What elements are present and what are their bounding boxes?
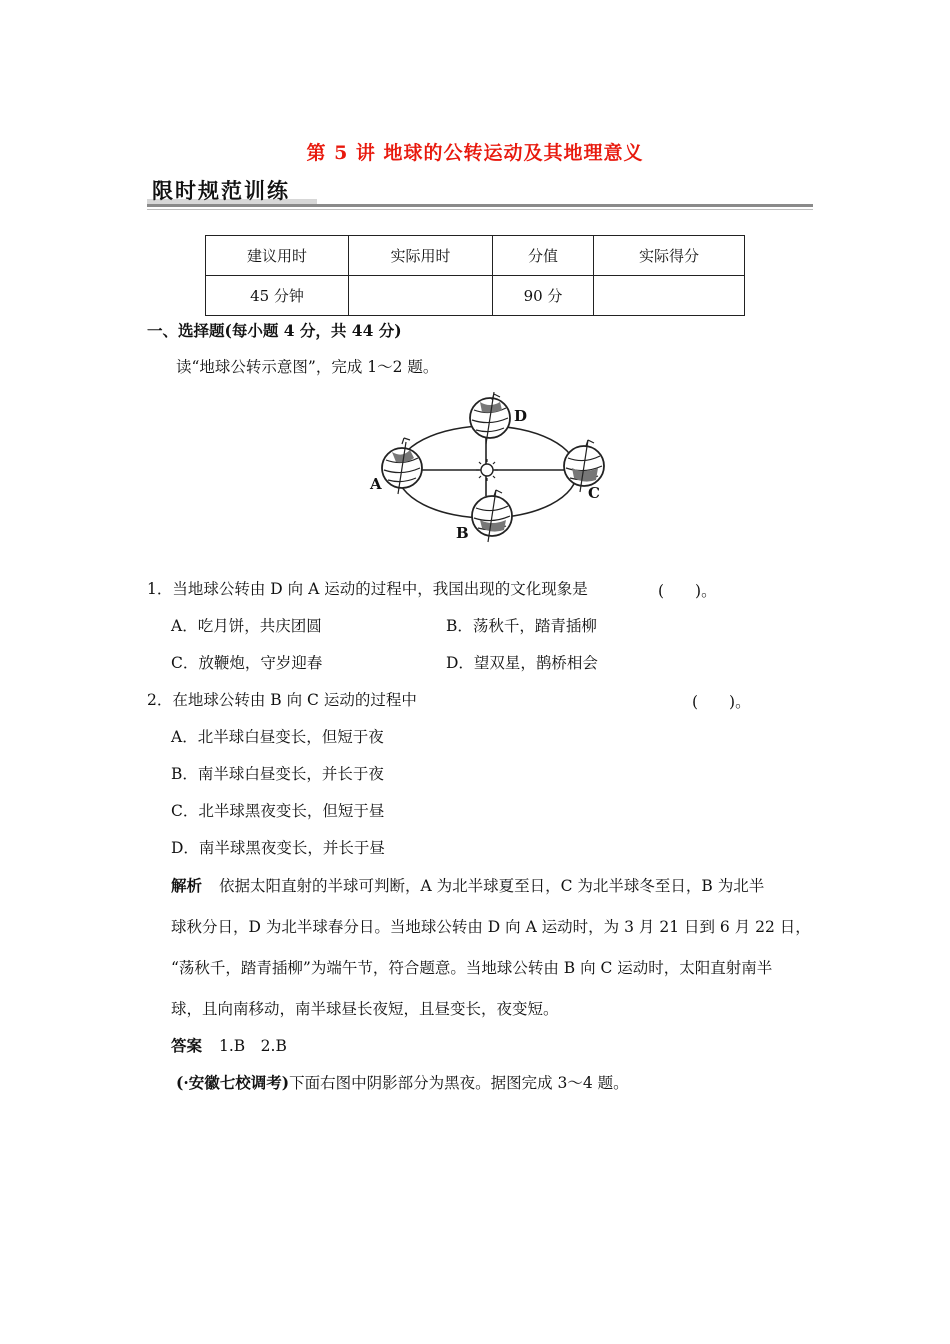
table-header-cell: 分值	[493, 236, 594, 276]
banner-rule-thin	[147, 209, 813, 210]
intro-text: 读“地球公转示意图”，完成 1～2 题。	[176, 358, 439, 376]
section-heading: 一、选择题(每小题 4 分，共 44 分)	[147, 321, 402, 340]
table-cell	[349, 276, 493, 316]
source-note: (·安徽七校调考)	[176, 1073, 290, 1092]
table-header-cell: 实际得分	[594, 236, 745, 276]
earth-icon-d	[470, 392, 510, 444]
earth-icon-b	[472, 490, 512, 542]
intro-3-4-text: 下面右图中阴影部分为黑夜。据图完成 3～4 题。	[289, 1074, 629, 1092]
q1-option-c: C．放鞭炮，守岁迎春	[171, 654, 323, 672]
section-banner	[147, 172, 813, 212]
intro-3-4	[176, 1073, 629, 1093]
table-row	[206, 236, 745, 276]
q1-stem: 1．当地球公转由 D 向 A 运动的过程中，我国出现的文化现象是	[147, 580, 588, 598]
q1-answer-paren: ( )。	[658, 582, 717, 600]
table-cell	[594, 276, 745, 316]
table-row	[206, 276, 745, 316]
label-a: A	[370, 475, 382, 493]
label-b: B	[456, 524, 469, 542]
analysis-line: 依据太阳直射的半球可判断，A 为北半球夏至日，C 为北半球冬至日，B 为北半	[219, 877, 765, 895]
q2-option-a: A．北半球白昼变长，但短于夜	[171, 728, 384, 746]
q2-option-c: C．北半球黑夜变长，但短于昼	[171, 802, 385, 820]
orbit-diagram	[362, 392, 612, 547]
q1-option-a: A．吃月饼，共庆团圆	[171, 617, 322, 635]
banner-label: 限时规范训练	[152, 179, 290, 203]
q2-stem: 2．在地球公转由 B 向 C 运动的过程中	[147, 691, 417, 709]
time-table	[205, 235, 745, 316]
analysis-line: 球秋分日，D 为北半球春分日。当地球公转由 D 向 A 运动时，为 3 月 21 日到 6 月 22 日，	[171, 918, 811, 936]
analysis-line: 球，且向南移动，南半球昼长夜短，且昼变长，夜变短。	[171, 1000, 559, 1018]
analysis-label: 解析	[171, 876, 203, 895]
earth-icon-a	[382, 438, 422, 494]
label-d: D	[514, 407, 528, 425]
answer-value: 1.B 2.B	[219, 1037, 287, 1055]
answer-label: 答案	[171, 1036, 203, 1055]
table-cell: 45 分钟	[206, 276, 349, 316]
page-title: 第 5 讲 地球的公转运动及其地理意义	[306, 142, 644, 164]
analysis-line: “荡秋千，踏青插柳”为端午节，符合题意。当地球公转由 B 向 C 运动时，太阳直射南半	[171, 959, 773, 977]
q2-answer-paren: ( )。	[692, 693, 751, 711]
table-header-cell: 实际用时	[349, 236, 493, 276]
q2-option-d: D．南半球黑夜变长，并长于昼	[171, 839, 385, 857]
banner-rule	[147, 204, 813, 207]
table-header-cell: 建议用时	[206, 236, 349, 276]
q1-option-d: D．望双星，鹊桥相会	[446, 654, 598, 672]
q1-option-b: B．荡秋千，踏青插柳	[446, 617, 597, 635]
q2-option-b: B．南半球白昼变长，并长于夜	[171, 765, 384, 783]
label-c: C	[588, 484, 600, 502]
table-cell: 90 分	[493, 276, 594, 316]
